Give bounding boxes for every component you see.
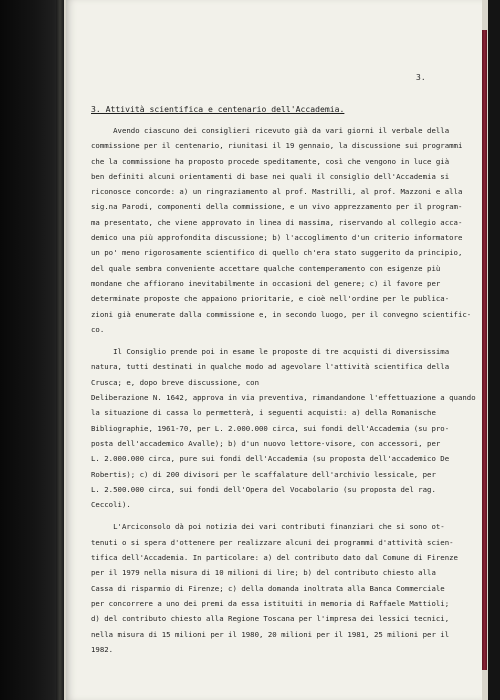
text-line: Cassa di risparmio di Firenze; c) della domanda inoltrata alla Banca Commerciale	[91, 583, 445, 593]
text-line: demico una più approfondita discussione; b) l'accoglimento d'un criterio informatore	[91, 233, 463, 243]
text-line: Crusca; e, dopo breve discussione, con	[91, 377, 260, 387]
text-line: per il 1979 nella misura di 10 milioni di lire; b) del contributo chiesto alla	[91, 568, 436, 578]
text-line: riconosce concorde: a) un ringraziamento al prof. Mastrilli, al prof. Mazzoni e alla	[91, 187, 463, 197]
text-line: commissione per il centenario, riunitasi il 19 gennaio, la discussione sui programmi	[91, 141, 463, 151]
text-line: Deliberazione N. 1642, approva in via preventiva, rimandandone l'effettuazione a quando	[91, 393, 476, 403]
text-line: L. 2.000.000 circa, pure sui fondi dell'Accademia (su proposta dell'accademico De	[91, 454, 450, 464]
text-line: L'Arciconsolo dà poi notizia dei vari contributi finanziari che si sono ot-	[91, 522, 445, 532]
text-line: per concorrere a uno dei premi da essa istituiti in memoria di Raffaele Mattioli;	[91, 598, 450, 608]
text-line: tenuti o si spera d'ottenere per realizzare alcuni dei programmi d'attività scien-	[91, 537, 454, 547]
text-line: nella misura di 15 milioni per il 1980, 20 milioni per il 1981, 25 milioni per il	[91, 629, 450, 639]
text-line: ben definiti alcuni orientamenti di base nei quali il consiglio dell'Accademia si	[91, 171, 450, 181]
text-line: d) del contributo chiesto alla Regione Toscana per l'impresa dei lessici tecnici,	[91, 614, 450, 624]
section-heading: 3. Attività scientifica e centenario dell'Accademia.	[91, 104, 345, 114]
text-line: Avendo ciascuno dei consiglieri ricevuto già da vari giorni il verbale della	[91, 126, 450, 135]
paragraph-2	[91, 344, 476, 512]
document-body	[91, 123, 476, 657]
text-line: del quale sembra conveniente accettare qualche contemperamento con esigenze più	[91, 263, 441, 273]
binder-spine	[0, 0, 62, 700]
text-line: che la commissione ha proposto procede speditamente, così che vengono in luce già	[91, 156, 450, 166]
text-line: determinate proposte che appaiono prioritarie, e cioè nell'ordine per le publica-	[91, 294, 450, 304]
text-line: posta dell'accademico Avalle); b) d'un nuovo lettore-visore, con accessori, per	[91, 438, 441, 448]
text-line: L. 2.500.000 circa, sui fondi dell'Opera del Vocabolario (su proposta del rag.	[91, 484, 436, 494]
text-line: Bibliographie, 1961-70, per L. 2.000.000 circa, sui fondi dell'Accademia (su pro-	[91, 423, 450, 433]
text-line: co.	[91, 324, 105, 334]
text-line: mondane che affiorano inevitabilmente in occasioni del genere; c) il favore per	[91, 278, 441, 288]
cover-ribbon	[482, 30, 487, 670]
paragraph-3	[91, 519, 476, 657]
text-line: Il Consiglio prende poi in esame le proposte di tre acquisti di diversissima	[91, 347, 450, 357]
text-line: ma presentato, che viene approvato in linea di massima, riservando al collegio acca-	[91, 217, 463, 227]
text-line: un po' meno rigorosamente scientifico di quello ch'era stato suggerito da principio,	[91, 248, 463, 258]
text-line: sig.na Parodi, componenti della commissione, e un vivo apprezzamento per il program-	[91, 202, 463, 212]
text-line: zioni già enumerate dalla commissione e, in secondo luogo, per il convegno scientific-	[91, 309, 472, 319]
text-line: Ceccoli).	[91, 500, 131, 510]
background-edge	[488, 0, 500, 700]
binder-edge	[56, 0, 64, 700]
text-line: la situazione di cassa lo permetterà, i seguenti acquisti: a) della Romanische	[91, 408, 436, 418]
text-line: Robertis); c) di 200 divisori per le scaffalature dell'archivio lessicale, per	[91, 469, 436, 479]
text-line: 1982.	[91, 644, 114, 654]
paragraph-1	[91, 123, 476, 337]
page-number: 3.	[416, 73, 426, 82]
text-line: tifica dell'Accademia. In particolare: a) del contributo dato dal Comune di Firenze	[91, 553, 458, 563]
text-line: natura, tutti destinati in qualche modo ad agevolare l'attività scientifica della	[91, 362, 450, 372]
